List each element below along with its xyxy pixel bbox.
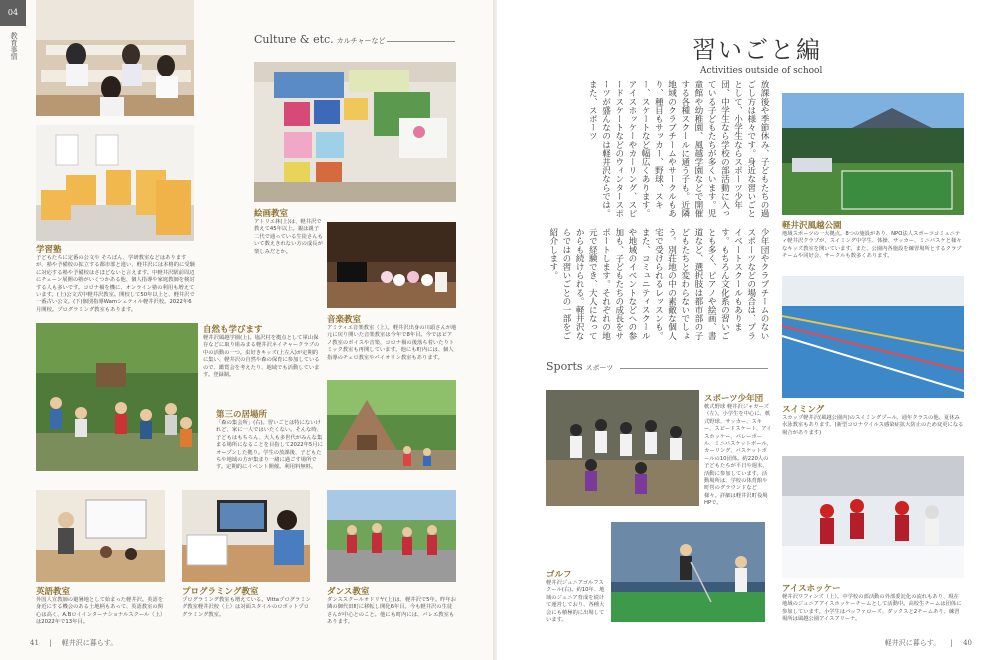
caption-title-kazakoshi: 軽井沢風越公園: [782, 221, 842, 231]
sports-section-heading: [546, 360, 613, 373]
caption-title-dance: ダンス教室: [327, 587, 370, 597]
nature-club-photo: [36, 323, 198, 471]
page-subtitle: Activities outside of school: [700, 66, 823, 76]
caption-text-eigo: 外国人宣教師の避暑地として始まった軽井沢。英語を身近にする機会のある土地柄もあって、英語教室の関心は高く、A.Bロイインターナショナルスクール（上）は2022年で13年目。: [36, 597, 166, 626]
caption-text-icehockey: 軽井沢ワフィンズ（上）。中学校の部活動の外部委託化の流れもあり、現在地域のジュニアアイスホッケーチームとして活動中。高校生チームは団体に参加しています。小学生はパッファローズ、ダックスと2チームあり、練習場所は風越公園アイスアリーナ。: [782, 594, 962, 623]
page-gutter: [493, 0, 497, 660]
page-title: 習いごと編: [692, 36, 822, 64]
caption-text-shonendan: 軟式野球 軽井沢ジャガーズ（左）。小学生を中心に、軟式野球、サッカー、スキー、スピードスケート、アイスホッケー、バレーボール、ミニバスケットボール、カーリング、バスケットボールの10団体。約220人の子どもたちが平日や週末、活動に参加しています。活動場所は、学校の体育館や町営のグラウンドなど様々。詳細は軽井沢町役場HPで。: [704, 404, 772, 507]
sports-heading-rule: [620, 368, 768, 369]
culture-heading-rule: [387, 41, 455, 42]
caption-title-swimming: スイミング: [782, 405, 825, 415]
sports-heading-ja: スポーツ: [585, 364, 614, 372]
community-space-photo: [327, 380, 456, 470]
culture-section-heading: [254, 33, 385, 46]
caption-text-programming: プログラミング教室も増えている。Vittaプログラミング教室軽井沢校（上）は対面スタイルのロボットプログラミング教室。: [182, 597, 311, 618]
chapter-label: 教育事情: [10, 32, 18, 60]
caption-text-dance: ダンススクールオドリヤ(上)は、軽井沢で5年。昨年お隣の御代田町に移転し開化6年目。今も軽井沢の生徒さんが中心とのこと。他にも町内には、バレエ教室もあります。: [327, 597, 457, 626]
caption-text-kazakoshi: 地域スポーツの一大拠点。8つの施設があり、NPO法人スポーツコミュニティ軽井沢クラブが、スイミング中学生、体操、サッカー、ミニバスケと様々なキッズ教室を開いています。また、公園内各施設を練習場所とするクラブチームや同好会、サークルも数多くあります。: [782, 231, 962, 260]
left-footer: 41 | 軽井沢に暮らす。: [30, 639, 118, 647]
right-footer: 軽井沢に暮らす。 | 40: [884, 639, 972, 647]
caption-text-swimming: スカップ軽井沢(風越公園内)のスイミングプール。通年クラスの他、夏休み水泳教室もあります。(新型コロナウイルス感染症拡大防止のため変更になる場合があります): [782, 415, 964, 436]
left-footer-title: 軽井沢に暮らす。: [61, 639, 118, 647]
caption-text-golf: 軽井沢ジュニアゴルフスクール(右)。約10年、地域のジュニア育成を続けて運営しており、各種大会にも積極的に出場しています。: [546, 580, 605, 624]
caption-title-ongaku: 音楽教室: [327, 315, 362, 325]
chapter-number-tab: 04: [0, 0, 26, 26]
right-footer-title: 軽井沢に暮らす。: [884, 639, 941, 647]
caption-title-programming: プログラミング教室: [182, 587, 259, 597]
caption-title-golf: ゴルフ: [546, 570, 572, 580]
swimming-pool-photo: [782, 276, 964, 398]
painting-class-photo: [254, 62, 456, 202]
caption-text-shizen: 軽井沢風越学園(上)。塩沢村を拠点として軍山保存などに取り組みまる軽井沢ネイチャークラブの中の活動の一つ。虫好きキッズ(上左入)が定期的に集い、軽井沢の自然や森の保育に参加しているので、鑑賞会を考えたり、地域でも活動しています。登録制。: [203, 335, 320, 379]
caption-text-ongaku: アミティエ音楽教室（上）。軽井沢出身の川頭さんが地元に戻り開いた音楽教室は今年で8年目。今ではピアノ教室のボイスや音楽、コロナ禍の後落ち着いたりトミック教室も再開しています。他にも町内には、個人指導のチェロ教室やバイオリン教室もあります。: [327, 325, 457, 361]
culture-heading-ja: カルチャーなど: [336, 37, 386, 45]
caption-title-eigo: 英語教室: [36, 587, 71, 597]
caption-title-daisan: 第三の居場所: [216, 410, 268, 420]
programming-class-photo: [182, 490, 310, 582]
ice-hockey-photo: [782, 456, 964, 578]
caption-text-kaiga: アトリエ林(上)は、軽井沢で教えて45年以上。親は親子二代で通っている生徒さんもいて数えきれない方の成長が楽しみだとか。: [254, 219, 323, 255]
caption-title-icehockey: アイスホッケー: [782, 584, 841, 594]
culture-heading-en: Culture & etc.: [254, 33, 334, 46]
caption-text-daisan: 「森の集会所」(右)。習いごとは特にないけれど、家に一人ではいたくない。そんな時、子どもはもちろん、大人も多世代がみんな集まる場所になることを目指して2022年5月にオープンした拠り。学生の放課後、子どもたちや地域の方が集まり一緒に過ごす場所です。定期的にイベント開催。利用料無料。: [216, 420, 323, 471]
intro-text-lower: 少年団やクラブチームのないスポーツなどの場合は、プライベートスクールもあります。もちろん文化系の習いごとも多く、ピアノや絵画、書道など、選択肢は都市部の子どもたちと変わらないでしょう。別荘地の中の素敵な個人宅で受けられるレッスンも。また、コミュニティスクールや地域のイベントなどへの参加も、子どもたちの成長をサポートします。それぞれの地元で経験でき、大人になってからも続けられる。軽井沢ならではの習いごとの一部をご紹介します。: [547, 228, 769, 340]
left-page-number: 41: [30, 639, 39, 647]
dance-class-photo: [327, 490, 456, 582]
caption-title-kaiga: 絵画教室: [254, 209, 289, 219]
kazakoshi-park-photo: [782, 93, 964, 215]
english-class-photo: [36, 490, 165, 582]
right-page-number: 40: [963, 639, 972, 647]
intro-text-upper: 放課後や季節休み、子どもたちの過ごし方は様々です。身近な習いごととして、小学生ならスポーツ少年団、中学生なら学校の部活動に入っている子どもたちが多くいます。児童館や幼稚園、風越学園などで開催する各種スクールに通う子も。近隣地域のクラブチームやサークルもあり、種目もサッカー、野球、スキー、スケートなど幅広くあります。アイスホッケーやカーリング、スピードスケートなどのウィンタースポーツが盛んなのは軽井沢ならでは。また、スポーツ: [587, 80, 769, 218]
music-recital-photo: [327, 222, 456, 308]
study-room-photo: [36, 125, 194, 241]
caption-title-gakushu: 学習塾: [36, 245, 62, 255]
sports-heading-en: Sports: [546, 360, 583, 373]
youth-baseball-photo: [546, 390, 699, 506]
caption-text-gakushu: 子どもたちに定番の公文や そろばん、学研教室などはありますが、塾や予備校の拡立する都市部と違い、軽井沢には本格的に受験に対応する塾や予備校はさほどないと言えます。中軽井沢駅前周辺にチェーン展開の塾がいくつかある他、個人指導や家庭教師を検討する人も多いです。コロナ禍を機に、オンライン塾の利用も増えています。(上)公文式中軽井沢教室。開校して50年以上と、軽井沢で一番古い公文。(下)個別指導Wamシェティル軽井沢校。2022年6月開校。プログラミング教室もあります。: [36, 255, 195, 313]
caption-title-shizen: 自然も学びます: [203, 325, 263, 335]
classroom-kumon-photo: [36, 0, 194, 116]
golf-school-photo: [611, 522, 765, 622]
caption-title-shonendan: スポーツ少年団: [704, 394, 764, 404]
